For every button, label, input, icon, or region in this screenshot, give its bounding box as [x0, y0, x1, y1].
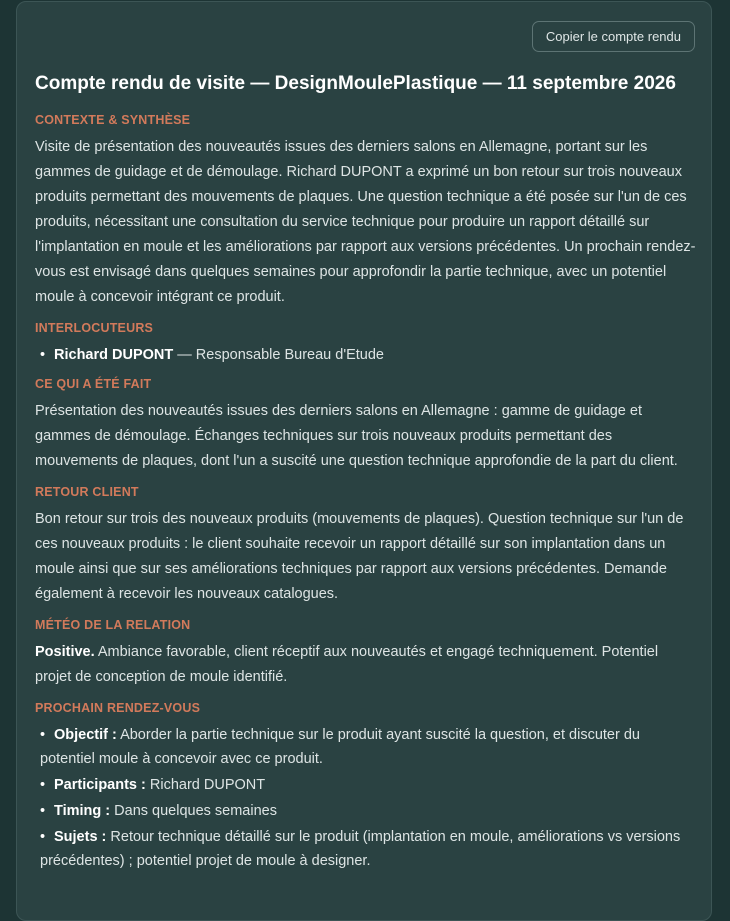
section-title-retour: RETOUR CLIENT	[35, 485, 139, 499]
section-title-fait: CE QUI A ÉTÉ FAIT	[35, 377, 152, 391]
rdv-label: Timing :	[54, 803, 111, 819]
section-title-interlocuteurs: INTERLOCUTEURS	[35, 321, 154, 335]
section-text-contexte: Visite de présentation des nouveautés issues des derniers salons en Allemagne, portant sur les gammes de guidage et de démoulage. Richard DUPONT a exprimé un bon retour sur trois nouveaux produits permettant des mouvements de plaques. Une question technique a été posée sur l'un de ces produits, nécessitant une consultation du service technique pour produire un rapport détaillé sur l'implantation en moule et les améliorations par rapport aux versions précédentes. Un prochain rendez-vous est envisagé dans quelques semaines pour approfondir la partie technique, avec un potentiel moule à concevoir intégrant ce produit.	[35, 139, 696, 305]
interlocuteur-role: — Responsable Bureau d'Etude	[173, 347, 384, 363]
section-text-meteo	[35, 640, 697, 690]
rdv-list	[35, 723, 697, 873]
rdv-value: Dans quelques semaines	[110, 803, 277, 819]
interlocuteurs-list	[35, 343, 697, 367]
copy-report-button[interactable]: Copier le compte rendu	[532, 21, 695, 52]
report-title: Compte rendu de visite — DesignMoulePlastique — 11 septembre 2026	[35, 73, 676, 94]
bullet-icon: •	[40, 777, 46, 793]
meteo-lead: Positive.	[35, 644, 95, 660]
report-content	[35, 69, 697, 881]
rdv-value: Richard DUPONT	[145, 777, 266, 793]
section-text-fait: Présentation des nouveautés issues des derniers salons en Allemagne : gamme de guidage et gammes de démoulage. Échanges techniques sur trois nouveaux produits permettant des mouvements de plaques, dont l'un a suscité une question technique approfondie de la part du client.	[35, 403, 678, 469]
bullet-icon: •	[40, 347, 46, 363]
rdv-value: Aborder la partie technique sur le produit ayant suscité la question, et discuter du potentiel moule à concevoir avec ce produit.	[40, 727, 640, 767]
bullet-icon: •	[40, 803, 46, 819]
rdv-value: Retour technique détaillé sur le produit (implantation en moule, améliorations vs versions précédentes) ; potentiel projet de moule à designer.	[40, 829, 681, 869]
section-text-retour: Bon retour sur trois des nouveaux produits (mouvements de plaques). Question technique sur l'un de ces nouveaux produits : le client souhaite recevoir un rapport détaillé sur son implantation dans un moule ainsi que sur ses améliorations techniques par rapport aux versions précédentes. Demande également à recevoir les nouveaux catalogues.	[35, 511, 684, 602]
list-item	[35, 343, 697, 367]
meteo-text: Ambiance favorable, client réceptif aux nouveautés et engagé techniquement. Potentiel projet de conception de moule identifié.	[35, 644, 659, 685]
rdv-label: Objectif :	[54, 727, 117, 743]
rdv-label: Participants :	[54, 777, 146, 793]
interlocuteur-name: Richard DUPONT	[54, 347, 174, 363]
section-title-rdv: PROCHAIN RENDEZ-VOUS	[35, 701, 201, 715]
report-card	[16, 1, 712, 921]
list-item	[35, 799, 697, 823]
rdv-label: Sujets :	[54, 829, 107, 845]
list-item	[35, 723, 697, 771]
list-item	[35, 825, 697, 873]
section-title-meteo: MÉTÉO DE LA RELATION	[35, 618, 191, 632]
section-title-contexte: CONTEXTE & SYNTHÈSE	[35, 113, 191, 127]
list-item	[35, 773, 697, 797]
bullet-icon: •	[40, 727, 46, 743]
bullet-icon: •	[40, 829, 46, 845]
